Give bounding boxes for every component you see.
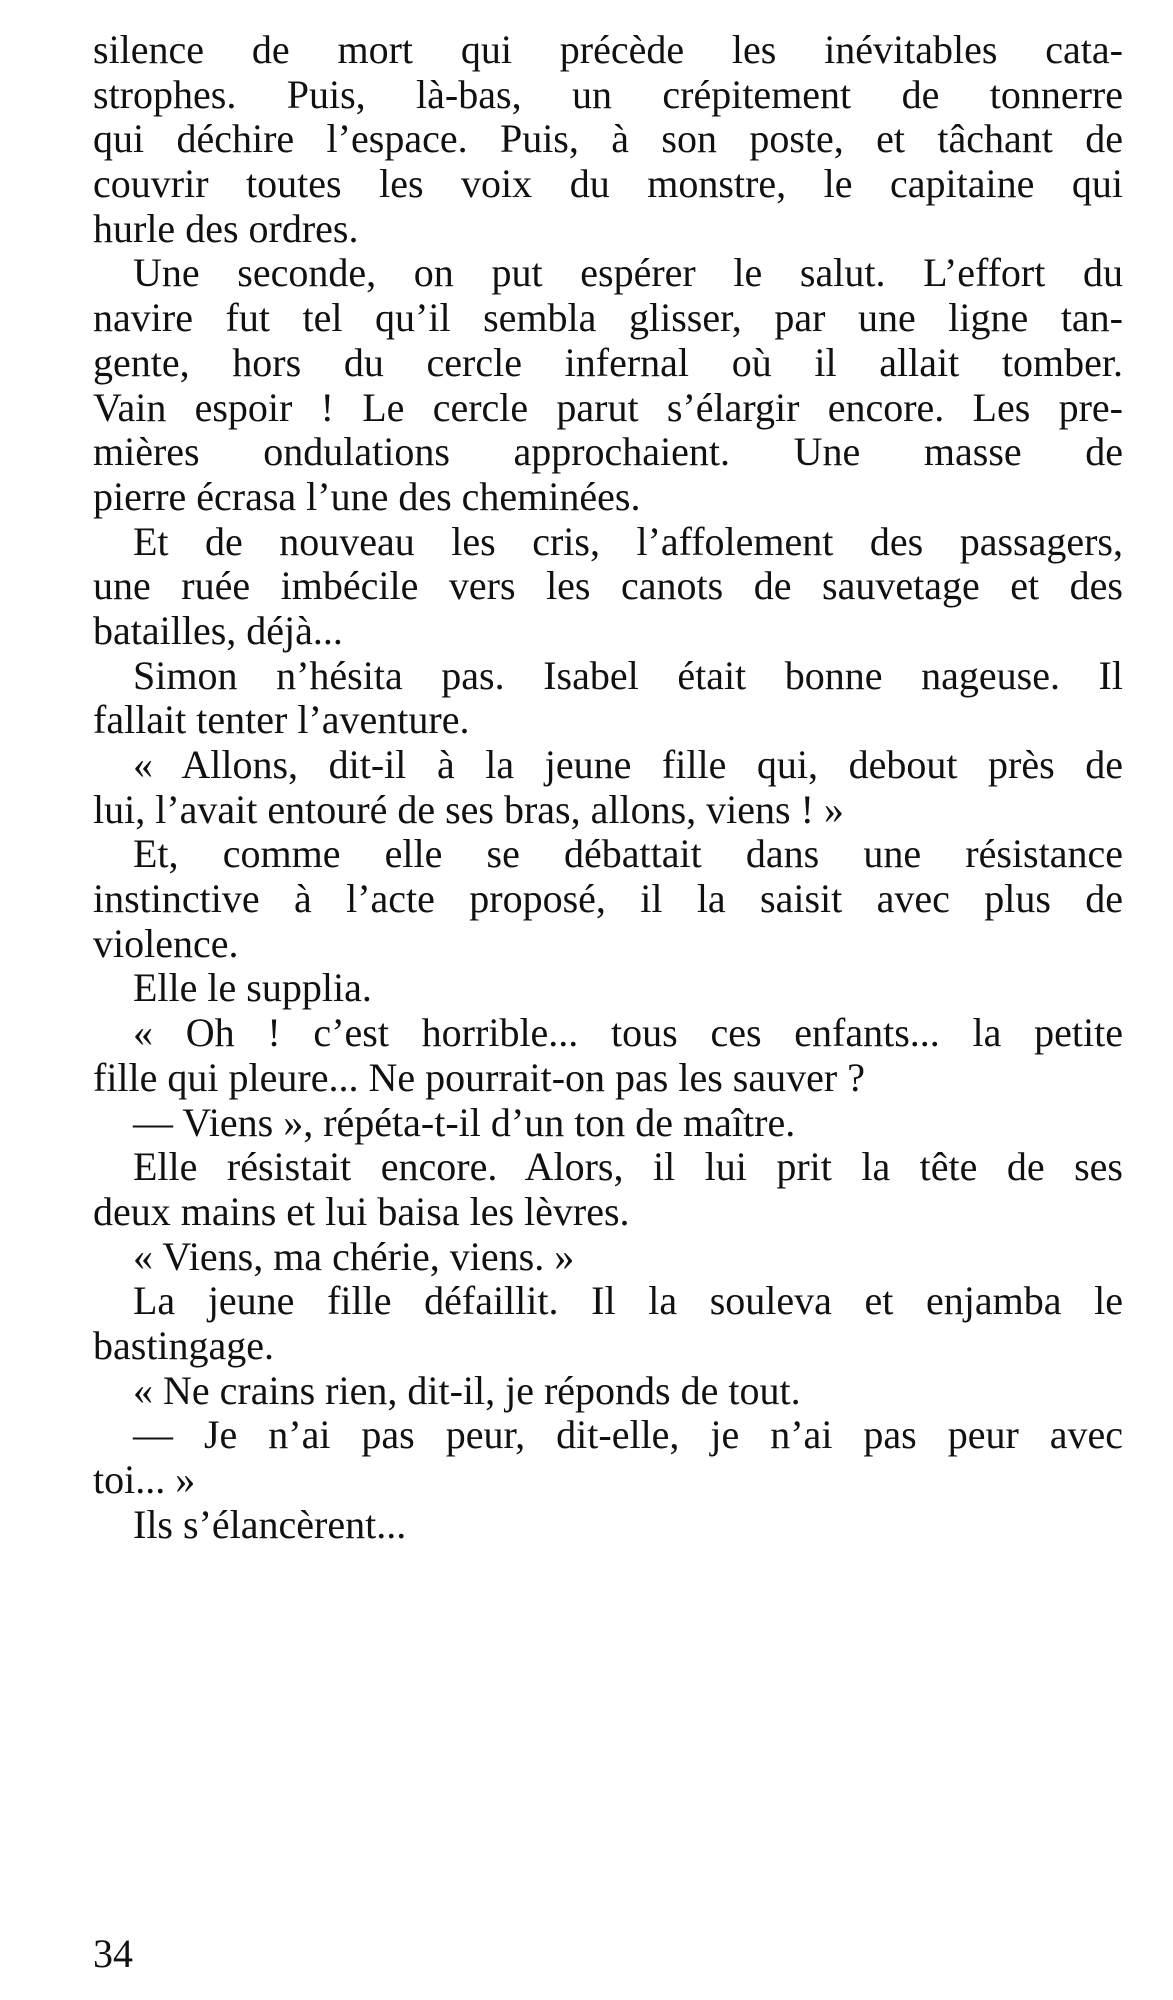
text-line: « Ne crains rien, dit-il, je réponds de tout. bbox=[133, 1367, 801, 1413]
text-line: une ruée imbécile vers les canots de sauvetage et des bbox=[93, 563, 1123, 609]
book-page-text bbox=[93, 28, 1123, 1547]
text-line: gente, hors du cercle infernal où il allait tomber. bbox=[93, 339, 1123, 385]
text-line: « Allons, dit-il à la jeune fille qui, debout près de bbox=[133, 742, 1123, 787]
text-line: Elle le supplia. bbox=[133, 965, 372, 1011]
text-line: bastingage. bbox=[93, 1322, 275, 1368]
text-line: fallait tenter l’aventure. bbox=[93, 697, 470, 743]
text-line: La jeune fille défaillit. Il la souleva et enjamba le bbox=[133, 1278, 1123, 1324]
text-line: — Viens », répéta-t-il d’un ton de maître. bbox=[133, 1099, 796, 1145]
text-line: navire fut tel qu’il sembla glisser, par une ligne tan- bbox=[93, 295, 1123, 341]
text-line: deux mains et lui baisa les lèvres. bbox=[93, 1188, 630, 1234]
text-line: lui, l’avait entouré de ses bras, allons, viens ! » bbox=[93, 786, 844, 832]
text-line: « Viens, ma chérie, viens. » bbox=[133, 1233, 575, 1279]
text-line: pierre écrasa l’une des cheminées. bbox=[93, 473, 641, 519]
text-line: Et de nouveau les cris, l’affolement des passagers, bbox=[133, 518, 1123, 564]
text-line: strophes. Puis, là-bas, un crépitement de tonnerre bbox=[93, 71, 1123, 117]
text-line: Et, comme elle se débattait dans une résistance bbox=[133, 831, 1123, 877]
text-line: mières ondulations approchaient. Une masse de bbox=[93, 429, 1123, 475]
text-line: « Oh ! c’est horrible... tous ces enfants... la petite bbox=[133, 1010, 1123, 1056]
page-number: 34 bbox=[93, 1931, 133, 1976]
text-line: hurle des ordres. bbox=[93, 205, 359, 251]
text-line: fille qui pleure... Ne pourrait-on pas les sauver ? bbox=[93, 1054, 865, 1100]
text-line: Ils s’élancèrent... bbox=[133, 1501, 407, 1547]
text-line: silence de mort qui précède les inévitables cata- bbox=[93, 27, 1123, 72]
text-line: toi... » bbox=[93, 1457, 196, 1502]
text-line: Elle résistait encore. Alors, il lui prit la tête de ses bbox=[133, 1144, 1123, 1190]
text-line: violence. bbox=[93, 920, 239, 966]
text-line: instinctive à l’acte proposé, il la saisit avec plus de bbox=[93, 876, 1123, 922]
text-line: Une seconde, on put espérer le salut. L’effort du bbox=[133, 250, 1123, 296]
text-line: couvrir toutes les voix du monstre, le capitaine qui bbox=[93, 161, 1123, 207]
text-line: qui déchire l’espace. Puis, à son poste, et tâchant de bbox=[93, 116, 1123, 162]
text-line: Vain espoir ! Le cercle parut s’élargir encore. Les pre- bbox=[93, 384, 1123, 430]
text-line: batailles, déjà... bbox=[93, 607, 343, 653]
text-line: — Je n’ai pas peur, dit-elle, je n’ai pas peur avec bbox=[133, 1412, 1123, 1458]
text-line: Simon n’hésita pas. Isabel était bonne nageuse. Il bbox=[133, 652, 1123, 698]
